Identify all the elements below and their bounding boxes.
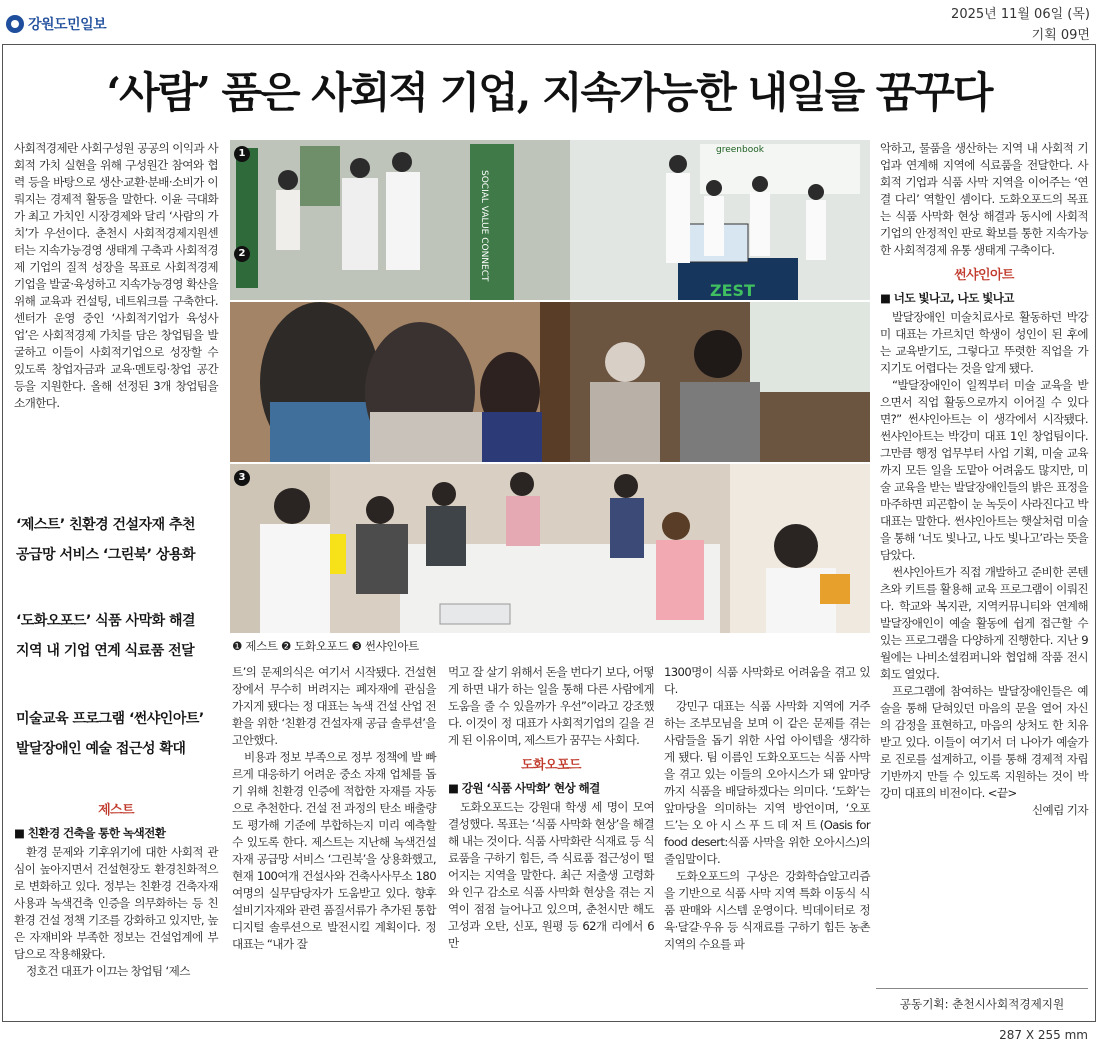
col4-text-3: 도화오포드의 구상은 강화학습알고리즘을 기반으로 식품 사막 지역 특화 이동식 식품 판매와 시스템 운영이다. 빅데이터로 정육·달걀·우유 등 식재료를 구하기 힘든 농촌 지역의 수요를 파 <box>664 869 870 951</box>
col5-text-1: 악하고, 물품을 생산하는 지역 내 사회적 기업과 연계해 지역에 식료품을 전달한다. 사회적 기업과 식품 사막 지역을 이어주는 ‘연결 다리’ 역할인 셈이다. 도화오포드의 목표는 식품 사막화 현상 해결과 동시에 사회적 기업의 안정적인 판로 확보를 통한 지속가능한 사회적경제 유통 생태계 구축이다. <box>880 141 1088 257</box>
col2 <box>232 664 436 953</box>
col4-text-1: 1300명이 식품 사막화로 어려움을 겪고 있다. <box>664 665 870 696</box>
col3-text-2: 도화오포드는 강원대 학생 세 명이 모여 결성했다. 목표는 ‘식품 사막화 현상’을 해결해 내는 것이다. 식품 사막화란 식재료 등 식료품을 구하기 힘든, 즉 식료품 접근성이 떨어지는 지역을 말한다. 최근 저출생 고령화와 인구 감소로 식품 사막화 현상을 겪는 지역이 점점 늘어나고 있으며, 춘천시만 해도 고성과 오탄, 신포, 원평 등 62개 리에서 6만 <box>448 800 654 950</box>
col2-text-1: 트’의 문제의식은 여기서 시작됐다. 건설현장에서 무수히 버려지는 폐자재에 관심을 가지게 됐다는 정 대표는 녹색 건설 산업 전환을 위한 ‘친환경 건설자재 공급 솔루션’을 고안했다. <box>232 665 436 747</box>
col5-text-4: 썬샤인아트가 직접 개발하고 준비한 콘텐츠와 키트를 활용해 교육 프로그램이 이뤄진다. 학교와 복지관, 지역커뮤니티와 연계해 발달장애인이 예술 활동에 쉽게 접근할 수 있는 프로그램을 다양하게 진행한다. 지난 9월에는 나비소셜컴퍼니와 협업해 작품 전시회도 열었다. <box>880 565 1088 681</box>
section-page: 기획 09면 <box>1031 28 1090 43</box>
col3-text-1: 먹고 잘 살기 위해서 돈을 번다기 보다, 어떻게 하면 내가 하는 일을 통해 다른 사람에게 도움을 줄 수 있을까가 우선”이라고 강조했다. 이것이 정 대표가 사회적기업의 길을 걷게 된 이유이며, 제스트가 꿈꾸는 사회다. <box>448 665 654 747</box>
photo-zest <box>230 140 870 300</box>
newspaper-logo <box>6 14 106 34</box>
zest-section <box>14 794 218 980</box>
zest-text-2: 정호건 대표가 이끄는 창업팀 ‘제스 <box>26 964 190 978</box>
col5-text-3: “발달장애인이 일찍부터 미술 교육을 받으면서 직업 활동으로까지 이어질 수 있다면?” 썬샤인아트는 이 생각에서 시작됐다. 썬샤인아트는 박강미 대표 1인 창업팀이다. 그만큼 행정 업무부터 사업 기획, 미술 교육까지 모든 일을 도맡아 어려움도 많지만, 미술 교육을 받는 발달장애인들의 밝은 표정을 마주하면 피곤함이 눈 녹듯이 사라진다고 박 대표는 말한다. 썬샤인아트는 햇살처럼 미술을 통해 ‘너도 빛나고, 나도 빛나고’라는 뜻을 담았다. <box>880 378 1088 562</box>
page-title: ‘사람’ 품은 사회적 기업, 지속가능한 내일을 꿈꾸다 <box>106 68 992 117</box>
intro-text: 사회적경제란 사회구성원 공공의 이익과 사회적 가치 실현을 위해 구성원간 참여와 협력 등을 바탕으로 생산·교환·분배·소비가 이뤄지는 경제적 활동을 말한다. 이윤 극대화가 최고 가치인 시장경제와 달리 ‘사람의 가치’가 우선이다. 춘천시 사회적경제지원센터는 지속가능경영 생태계 구축과 사회적경제 기업의 질적 성장을 목표로 사회적경제 기업을 발굴·육성하고 지속가능경영 확산을 위해 교육과 컨설팅, 네트워크를 구축한다. 센터가 운영 중인 ‘사회적기업가 육성사업’은 사회적경제 가치를 담은 창업팀을 발굴하고 이들이 사회적기업으로 성장할 수 있도록 창업자금과 교육·멘토링·창업 공간 등을 지원한다. 올해 선정된 3개 창업팀을 소개한다. <box>14 141 218 410</box>
page-size-note: 287 X 255 mm <box>999 1028 1088 1042</box>
col5-text-5: 프로그램에 참여하는 발달장애인들은 예술을 통해 닫혀있던 마음의 문을 열어 자신의 감정을 표현하고, 마음의 상처도 한 치유받고 있다. 이들이 여기서 더 나아가 예술가로 진로를 설계하고, 이를 통해 경제적 자립 기반까지 만들 수 있도록 지원하는 것이 박강미 대표의 비전이다. <끝> <box>880 684 1088 800</box>
subhead-2: 공급망 서비스 ‘그린북’ 상용화 <box>16 547 196 563</box>
subhead-3: ‘도화오포드’ 식품 사막화 해결 <box>16 613 196 629</box>
zest-tag: 제스트 <box>98 803 134 818</box>
logo-emblem-icon <box>6 15 24 33</box>
zest-text-1: 환경 문제와 기후위기에 대한 사회적 관심이 높아지면서 건설현장도 환경친화적으로 변화하고 있다. 정부는 친환경 건축자재 사용과 녹색건축 인증을 의무화하는 등 친환경 건설 정책 기조를 강화하고 있지만, 높은 자재비와 부족한 정보는 건설업계에 부담으로 작용해왔다. <box>14 845 218 961</box>
col4 <box>664 664 870 953</box>
logo-text: 강원도민일보 <box>28 17 107 33</box>
col4-text-2: 강민구 대표는 식품 사막화 지역에 거주하는 조부모님을 보며 이 같은 문제를 겪는 사람들을 돕기 위한 사업 아이템을 생각하게 됐다. 팀 이름인 도화오포드는 식품 사막을 겪고 있는 이들의 오아시스가 돼 앞마당까지 식품을 배달하겠다는 의미다. ‘도화’는 앞마당을 의미하는 지역 방언이며, ‘오포드’는 오 아 시 스 푸 드 데 저 트 (Oasis for food desert:식품 사막을 위한 오아시스)의 줄임말이다. <box>664 699 870 866</box>
col5-text-2: 발달장애인 미술치료사로 활동하던 박강미 대표는 가르치던 학생이 성인이 된 후에는 교육받기도, 그렇다고 뚜렷한 직업을 가지기도 어렵다는 것을 알게 됐다. <box>880 310 1088 375</box>
sunshine-tag: 썬샤인아트 <box>954 268 1014 283</box>
dohwaopod-tag: 도화오포드 <box>521 758 581 773</box>
intro-column <box>14 140 218 412</box>
byline: 신예림 기자 <box>1031 803 1088 817</box>
subhead-1: ‘제스트’ 친환경 건설자재 추천 <box>16 517 196 533</box>
credit-divider <box>876 988 1088 989</box>
issue-date: 2025년 11월 06일 (목) <box>951 7 1090 22</box>
subhead-5: 미술교육 프로그램 ‘썬샤인아트’ <box>16 711 204 727</box>
col5 <box>880 140 1088 819</box>
sign-text: greenbook <box>716 145 764 155</box>
subhead-4: 지역 내 기업 연계 식료품 전달 <box>16 643 195 659</box>
masthead <box>0 0 1098 44</box>
photo-number-1: 1 <box>234 146 250 162</box>
subhead-6: 발달장애인 예술 접근성 확대 <box>16 741 186 757</box>
photo-sunshineart <box>230 464 870 633</box>
dohwaopod-subhead: ■ 강원 ‘식품 사막화’ 현상 해결 <box>448 781 600 795</box>
photo-number-2: 2 <box>234 246 250 262</box>
photo-number-3: 3 <box>234 470 250 486</box>
photo-collage <box>230 140 870 633</box>
photo-caption: ❶ 제스트 ❷ 도화오포드 ❸ 썬샤인아트 <box>232 639 419 653</box>
booth-sign: ZEST <box>710 281 755 300</box>
co-planning-credit: 공동기획: 춘천시사회적경제지원 <box>899 997 1065 1011</box>
banner-text: SOCIAL VALUE CONNECT <box>479 170 489 282</box>
col2-text-2: 비용과 정보 부족으로 정부 정책에 발 빠르게 대응하기 어려운 중소 자재 업체를 돕기 위해 친환경 인증에 적합한 자재를 자동으로 추천한다. 건설 전 과정의 탄소 배출량도 평가해 기준에 부합하는지 미리 예측할 수 있도록 한다. 제스트는 지난해 녹색건설 자재 공급망 서비스 ‘그린북’을 상용화했고, 현재 100여개 건설사와 건축사사무소 180여명의 실무담당자가 도움받고 있다. 향후 설비기자재와 관련 품질서류가 추가된 통합 디지털 솔루션으로 발전시킬 계획이다. 정 대표는 “내가 잘 <box>232 750 436 951</box>
zest-subhead: ■ 친환경 건축을 통한 녹색전환 <box>14 826 166 840</box>
photo-dohwaopod <box>230 302 870 462</box>
col3 <box>448 664 654 952</box>
sunshine-subhead: ■ 너도 빛나고, 나도 빛나고 <box>880 291 1014 305</box>
